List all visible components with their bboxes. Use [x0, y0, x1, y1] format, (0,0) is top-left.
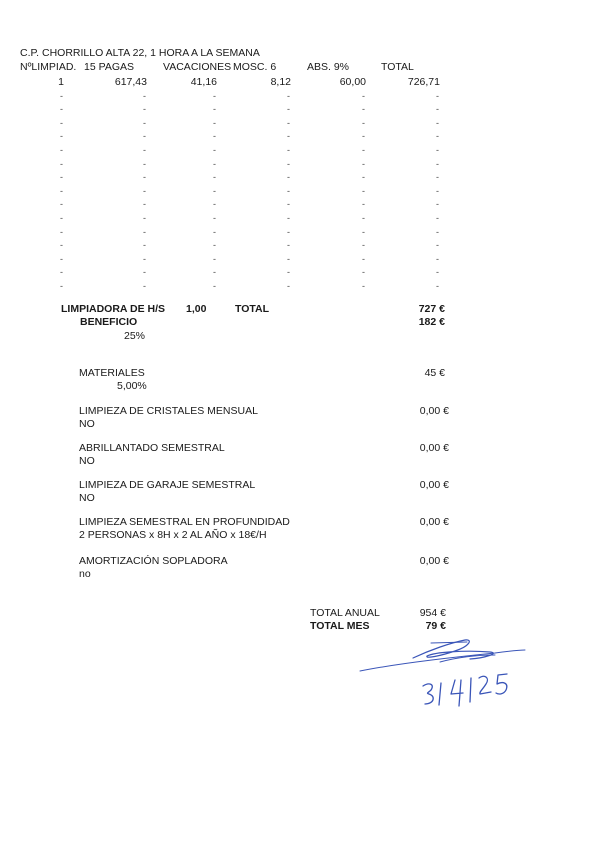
empty-cell-marker: - — [213, 226, 216, 237]
signature-stroke — [431, 642, 467, 643]
item-cristales-sub: NO — [79, 418, 95, 430]
total-anual-value: 954 € — [419, 607, 446, 619]
empty-cell-marker: - — [60, 172, 63, 183]
empty-cell-marker: - — [287, 267, 290, 278]
empty-cell-marker: - — [143, 145, 146, 155]
empty-cell-marker: - — [362, 158, 365, 169]
item-materiales-value: 45 € — [424, 367, 445, 379]
empty-cell-marker: - — [436, 145, 439, 155]
empty-cell-marker: - — [362, 267, 365, 278]
empty-cell-marker: - — [143, 281, 146, 291]
empty-cell-marker: - — [436, 185, 439, 196]
column-header-total: TOTAL — [381, 61, 414, 73]
empty-cell-marker: - — [287, 199, 290, 210]
date-digit-3 — [423, 684, 433, 704]
empty-cell-marker: - — [143, 104, 146, 115]
empty-cell-marker: - — [143, 240, 146, 251]
cost-table — [0, 0, 595, 300]
item-abrillantado-label: ABRILLANTADO SEMESTRAL — [79, 442, 225, 454]
empty-cell-marker: - — [60, 104, 63, 115]
empty-cell-marker: - — [287, 253, 290, 264]
column-header-mosc: MOSC. 6 — [233, 61, 277, 73]
empty-cell-marker: - — [287, 145, 290, 155]
empty-cell-marker: - — [60, 117, 63, 128]
empty-cell-marker: - — [143, 90, 146, 101]
empty-cell-marker: - — [362, 172, 365, 183]
empty-cell-marker: - — [287, 281, 290, 291]
empty-cell-marker: - — [60, 226, 63, 237]
item-sopladora-label: AMORTIZACIÓN SOPLADORA — [79, 555, 228, 567]
table-cell-total: 726,71 — [407, 76, 440, 88]
column-header-vacaciones: VACACIONES — [163, 61, 232, 73]
empty-cell-marker: - — [60, 213, 63, 223]
empty-cell-marker: - — [60, 267, 63, 278]
empty-cell-marker: - — [436, 199, 439, 210]
empty-cell-marker: - — [143, 185, 146, 196]
table-cell-mosc: 8,12 — [270, 76, 291, 88]
date-digit-2 — [479, 676, 491, 694]
total-mes-label: TOTAL MES — [310, 620, 370, 632]
empty-cell-marker: - — [287, 117, 290, 128]
beneficio-label: BENEFICIO — [80, 316, 138, 328]
empty-cell-marker: - — [362, 185, 365, 196]
empty-cell-marker: - — [60, 90, 63, 101]
item-materiales-sub: 5,00% — [117, 380, 147, 392]
empty-cell-marker: - — [60, 240, 63, 251]
item-garaje-label: LIMPIEZA DE GARAJE SEMESTRAL — [79, 479, 256, 491]
column-header-nlimpiad: NºLIMPIAD. — [20, 61, 77, 73]
total-anual-label: TOTAL ANUAL — [310, 607, 380, 619]
empty-cell-marker: - — [287, 226, 290, 237]
empty-cell-marker: - — [60, 253, 63, 264]
column-header-abs: ABS. 9% — [307, 61, 350, 73]
empty-cell-marker: - — [213, 90, 216, 101]
empty-cell-marker: - — [436, 213, 439, 223]
empty-cell-marker: - — [213, 253, 216, 264]
empty-cell-marker: - — [60, 281, 63, 291]
empty-cell-marker: - — [213, 185, 216, 196]
empty-cell-marker: - — [436, 104, 439, 115]
empty-cell-marker: - — [213, 131, 216, 142]
empty-cell-marker: - — [60, 185, 63, 196]
item-profundidad-value: 0,00 € — [419, 516, 449, 528]
empty-cell-marker: - — [362, 253, 365, 264]
empty-cell-marker: - — [436, 172, 439, 183]
table-cell-nlimpiad: 1 — [58, 76, 64, 88]
item-sopladora-sub: no — [79, 568, 91, 580]
empty-cell-marker: - — [143, 172, 146, 183]
document-title: C.P. CHORRILLO ALTA 22, 1 HORA A LA SEMANA — [20, 47, 260, 59]
empty-cell-marker: - — [436, 131, 439, 142]
empty-cell-marker: - — [287, 90, 290, 101]
empty-cell-marker: - — [213, 104, 216, 115]
empty-cell-marker: - — [213, 117, 216, 128]
empty-cell-marker: - — [287, 158, 290, 169]
empty-cell-marker: - — [143, 213, 146, 223]
empty-cell-marker: - — [287, 185, 290, 196]
limpiadora-value: 1,00 — [186, 303, 207, 315]
empty-cell-marker: - — [436, 253, 439, 264]
empty-cell-marker: - — [60, 199, 63, 210]
empty-cell-marker: - — [143, 199, 146, 210]
empty-cell-marker: - — [143, 253, 146, 264]
empty-cell-marker: - — [213, 267, 216, 278]
empty-cell-marker: - — [143, 226, 146, 237]
table-cell-abs: 60,00 — [339, 76, 366, 88]
empty-cell-marker: - — [213, 145, 216, 155]
empty-cell-marker: - — [213, 172, 216, 183]
empty-cell-marker: - — [60, 145, 63, 155]
empty-cell-marker: - — [287, 213, 290, 223]
item-materiales-label: MATERIALES — [79, 367, 145, 379]
empty-cell-marker: - — [362, 90, 365, 101]
summary-total-value: 727 € — [418, 303, 445, 315]
item-abrillantado-sub: NO — [79, 455, 95, 467]
total-mes-value: 79 € — [425, 620, 446, 632]
empty-cell-marker: - — [436, 240, 439, 251]
column-header-15-pagas: 15 PAGAS — [84, 61, 134, 73]
beneficio-percentage: 25% — [124, 330, 146, 342]
table-cell-vacaciones: 41,16 — [190, 76, 217, 88]
empty-cell-marker: - — [213, 281, 216, 291]
empty-cell-marker: - — [287, 104, 290, 115]
empty-cell-marker: - — [143, 131, 146, 142]
item-garaje-value: 0,00 € — [419, 479, 449, 491]
empty-cell-marker: - — [362, 213, 365, 223]
empty-cell-marker: - — [436, 117, 439, 128]
summary-total-label: TOTAL — [235, 303, 270, 315]
empty-cell-marker: - — [362, 226, 365, 237]
empty-cell-marker: - — [60, 158, 63, 169]
empty-cell-marker: - — [213, 213, 216, 223]
empty-cell-marker: - — [362, 131, 365, 142]
date-slash — [470, 678, 471, 702]
empty-cell-marker: - — [213, 158, 216, 169]
empty-cell-marker: - — [213, 199, 216, 210]
empty-cell-marker: - — [362, 117, 365, 128]
empty-cell-marker: - — [436, 90, 439, 101]
empty-cell-marker: - — [143, 267, 146, 278]
empty-cell-marker: - — [143, 117, 146, 128]
limpiadora-label: LIMPIADORA DE H/S — [61, 303, 166, 315]
empty-cell-marker: - — [436, 226, 439, 237]
empty-cell-marker: - — [362, 199, 365, 210]
empty-cell-marker: - — [362, 104, 365, 115]
empty-cell-marker: - — [362, 145, 365, 155]
empty-cell-marker: - — [436, 158, 439, 169]
table-cell-15-pagas: 617,43 — [114, 76, 147, 88]
item-sopladora-value: 0,00 € — [419, 555, 449, 567]
date-digit-5 — [496, 674, 507, 694]
item-cristales-label: LIMPIEZA DE CRISTALES MENSUAL — [79, 405, 258, 417]
empty-cell-marker: - — [213, 240, 216, 251]
empty-cell-marker: - — [362, 240, 365, 251]
empty-cell-marker: - — [143, 158, 146, 169]
date-slash — [439, 683, 441, 705]
empty-cell-marker: - — [362, 281, 365, 291]
empty-cell-marker: - — [436, 267, 439, 278]
item-abrillantado-value: 0,00 € — [419, 442, 449, 454]
empty-cell-marker: - — [287, 131, 290, 142]
empty-cell-marker: - — [436, 281, 439, 291]
empty-cell-marker: - — [287, 240, 290, 251]
item-cristales-value: 0,00 € — [419, 405, 449, 417]
handwritten-signature — [355, 628, 555, 713]
beneficio-value: 182 € — [418, 316, 445, 328]
empty-cell-marker: - — [60, 131, 63, 142]
item-profundidad-label: LIMPIEZA SEMESTRAL EN PROFUNDIDAD — [79, 516, 290, 528]
item-garaje-sub: NO — [79, 492, 95, 504]
item-profundidad-sub: 2 PERSONAS x 8H x 2 AL AÑO x 18€/H — [79, 529, 267, 541]
empty-cell-marker: - — [287, 172, 290, 183]
date-digit-4 — [451, 680, 463, 706]
